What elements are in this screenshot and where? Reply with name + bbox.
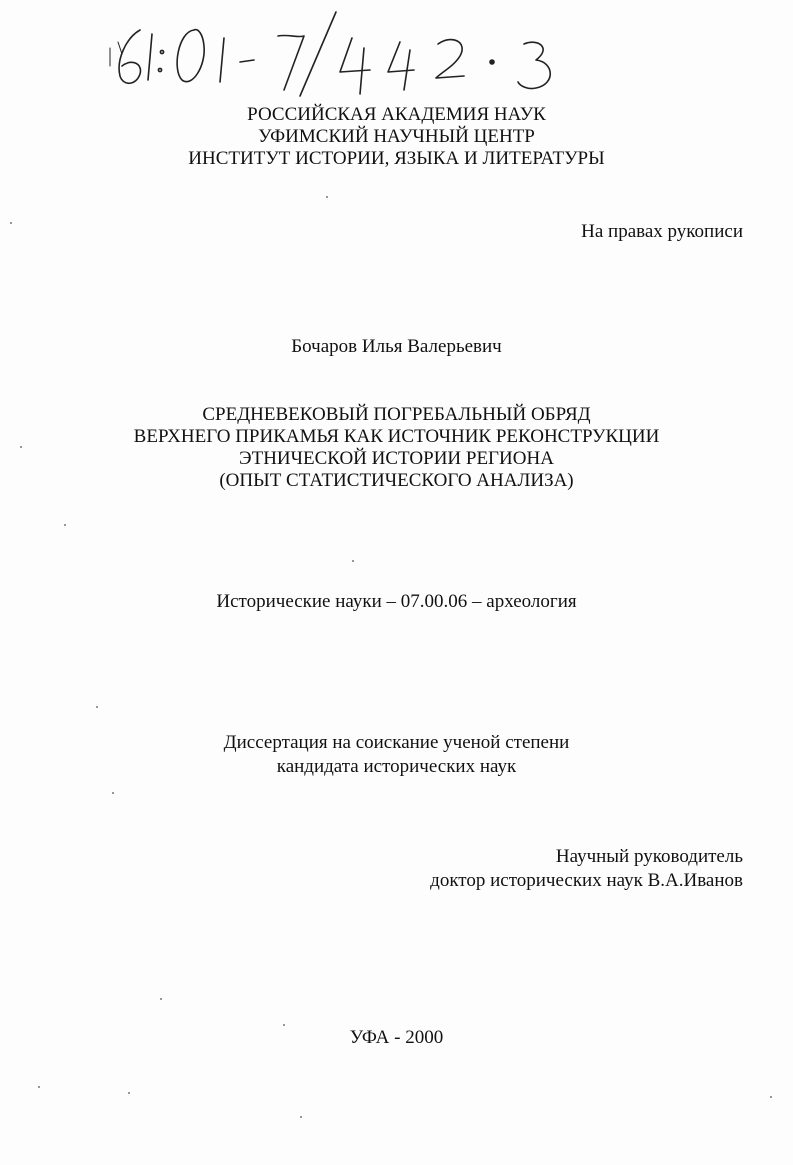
institution-header — [0, 104, 793, 170]
dissertation-title — [0, 404, 793, 492]
scan-speck — [160, 998, 162, 1000]
title-line-3: ЭТНИЧЕСКОЙ ИСТОРИИ РЕГИОНА — [239, 448, 554, 469]
degree-statement — [0, 731, 793, 779]
title-line-2: ВЕРХНЕГО ПРИКАМЬЯ КАК ИСТОЧНИК РЕКОНСТРУКЦИИ — [133, 426, 660, 447]
handwritten-archive-code-drawing — [108, 8, 648, 100]
degree-line-1: Диссертация на соискание ученой степени — [223, 732, 570, 753]
scan-speck — [20, 446, 22, 448]
supervisor-label: Научный руководитель — [555, 846, 743, 867]
scan-speck — [64, 524, 66, 526]
title-line-1: СРЕДНЕВЕКОВЫЙ ПОГРЕБАЛЬНЫЙ ОБРЯД — [202, 404, 591, 425]
city-year: УФА - 2000 — [349, 1027, 444, 1048]
scan-speck — [283, 1024, 285, 1026]
handwritten-archive-code — [108, 8, 648, 100]
author-name: Бочаров Илья Валерьевич — [291, 336, 502, 357]
institution-line-3: ИНСТИТУТ ИСТОРИИ, ЯЗЫКА И ЛИТЕРАТУРЫ — [188, 148, 605, 169]
scan-speck — [10, 222, 12, 224]
institution-line-2: УФИМСКИЙ НАУЧНЫЙ ЦЕНТР — [258, 126, 535, 147]
degree-line-2: кандидата исторических наук — [276, 756, 517, 777]
scan-speck — [300, 1116, 302, 1118]
specialty: Исторические науки – 07.00.06 – археология — [216, 591, 577, 612]
scan-speck — [352, 560, 354, 562]
rights-note: На правах рукописи — [581, 221, 743, 242]
scan-speck — [112, 792, 114, 794]
scan-speck — [128, 1092, 130, 1094]
title-line-4: (ОПЫТ СТАТИСТИЧЕСКОГО АНАЛИЗА) — [219, 470, 574, 491]
supervisor-block — [430, 845, 743, 893]
scan-speck — [38, 1086, 40, 1088]
supervisor-name: доктор исторических наук В.А.Иванов — [430, 870, 743, 891]
scan-speck — [770, 1096, 772, 1098]
scan-speck — [326, 196, 328, 198]
institution-line-1: РОССИЙСКАЯ АКАДЕМИЯ НАУК — [247, 104, 546, 125]
scan-speck — [96, 706, 98, 708]
